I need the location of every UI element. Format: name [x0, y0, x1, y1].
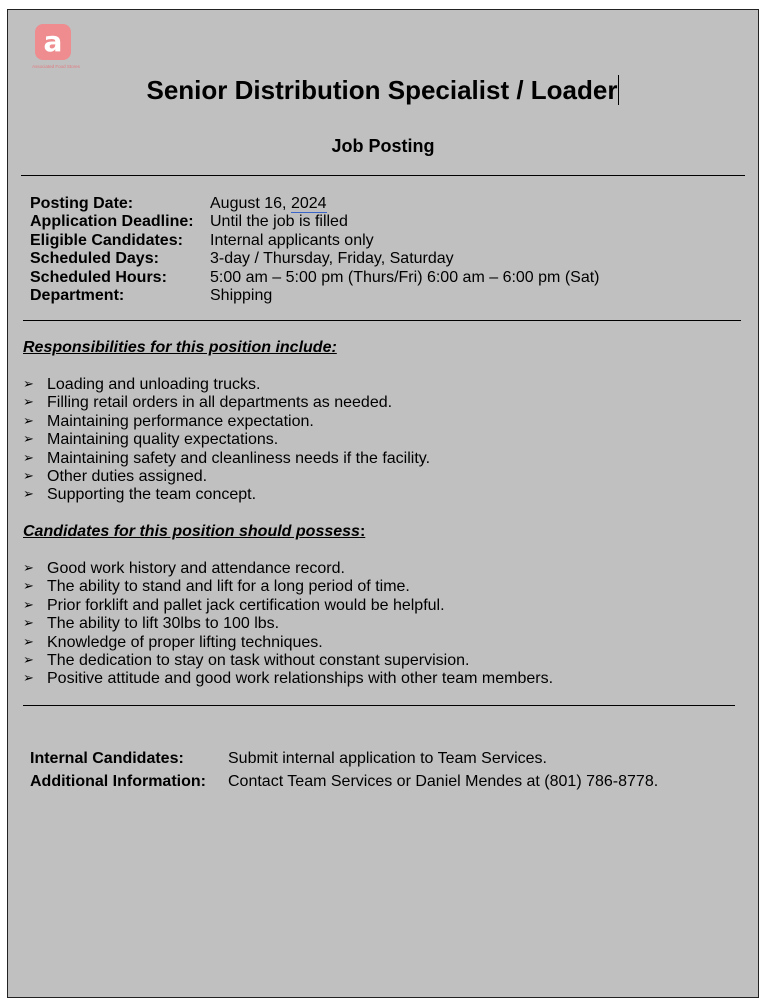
- list-item: [23, 615, 553, 633]
- arrow-bullet-icon: ➢: [23, 468, 34, 484]
- info-label: Eligible Candidates:: [30, 231, 183, 249]
- logo-letter: a: [43, 25, 63, 58]
- posting-info: [30, 195, 600, 305]
- list-item: [23, 486, 430, 504]
- page-title: [8, 75, 758, 106]
- arrow-bullet-icon: ➢: [23, 487, 34, 503]
- arrow-bullet-icon: ➢: [23, 597, 34, 613]
- info-row: [30, 250, 600, 268]
- list-item-text: Maintaining performance expectation.: [47, 412, 314, 430]
- info-value: 3-day / Thursday, Friday, Saturday: [210, 250, 454, 268]
- arrow-bullet-icon: ➢: [23, 561, 34, 576]
- logo-badge-icon: [35, 24, 71, 60]
- list-item: [23, 450, 430, 468]
- list-item-text: Loading and unloading trucks.: [47, 376, 261, 393]
- info-row: [30, 213, 600, 231]
- list-item-text: The ability to stand and lift for a long period of time.: [47, 578, 410, 596]
- list-item-text: Prior forklift and pallet jack certification would be helpful.: [47, 596, 445, 614]
- posting-date-year: 2024: [290, 195, 327, 212]
- document-page: [7, 9, 759, 998]
- page-title-text: Senior Distribution Specialist / Loader: [146, 75, 618, 105]
- list-item: [23, 634, 553, 652]
- list-item-text: Maintaining quality expectations.: [47, 431, 279, 449]
- list-item: [23, 578, 553, 596]
- arrow-bullet-icon: ➢: [23, 413, 34, 429]
- list-item-text: Supporting the team concept.: [47, 486, 257, 504]
- info-label: Application Deadline:: [30, 213, 194, 231]
- posting-date-prefix: August 16,: [210, 195, 291, 212]
- contact-value: Contact Team Services or Daniel Mendes at (801) 786-8778.: [228, 773, 659, 790]
- list-item: [23, 560, 553, 578]
- text-cursor: [618, 75, 619, 105]
- arrow-bullet-icon: ➢: [23, 450, 34, 466]
- divider-bottom: [23, 705, 735, 706]
- info-row: [30, 287, 600, 305]
- list-item: [23, 376, 430, 394]
- list-item-text: The dedication to stay on task without constant supervision.: [47, 651, 470, 669]
- divider-top: [21, 175, 745, 176]
- list-item-text: Knowledge of proper lifting techniques.: [47, 633, 323, 651]
- list-item: [23, 652, 553, 670]
- arrow-bullet-icon: ➢: [23, 377, 34, 392]
- list-item: [23, 597, 553, 615]
- contact-info: [30, 747, 658, 793]
- logo-caption: Associated Food Stores: [32, 64, 80, 69]
- contact-row: [30, 747, 658, 770]
- list-item-text: Good work history and attendance record.: [47, 560, 345, 577]
- info-value: 5:00 am – 5:00 pm (Thurs/Fri) 6:00 am – 6:00 pm (Sat): [210, 268, 600, 286]
- info-label: Department:: [30, 286, 125, 304]
- arrow-bullet-icon: ➢: [23, 634, 34, 650]
- info-value: Internal applicants only: [210, 231, 374, 249]
- arrow-bullet-icon: ➢: [23, 671, 34, 687]
- arrow-bullet-icon: ➢: [23, 579, 34, 595]
- info-row-posting-date: [30, 195, 600, 213]
- info-value: Shipping: [210, 286, 273, 304]
- info-value: Until the job is filled: [210, 213, 348, 231]
- responsibilities-heading: Responsibilities for this position include:: [23, 339, 337, 356]
- list-item: [23, 394, 430, 412]
- qualifications-heading-text: Candidates for this position should possess: [23, 523, 360, 540]
- info-label: Scheduled Hours:: [30, 268, 167, 286]
- info-row: [30, 269, 600, 287]
- arrow-bullet-icon: ➢: [23, 652, 34, 668]
- responsibilities-list: [23, 376, 430, 505]
- list-item: [23, 468, 430, 486]
- arrow-bullet-icon: ➢: [23, 616, 34, 632]
- qualifications-heading: [23, 523, 365, 541]
- page-subtitle: Job Posting: [331, 136, 435, 156]
- contact-value: Submit internal application to Team Services.: [228, 750, 547, 767]
- list-item-text: Maintaining safety and cleanliness needs if the facility.: [47, 449, 431, 467]
- list-item: [23, 413, 430, 431]
- list-item: [23, 431, 430, 449]
- company-logo: [23, 24, 89, 69]
- info-value: [210, 195, 327, 213]
- list-item-text: Positive attitude and good work relationships with other team members.: [47, 670, 554, 688]
- contact-label: Internal Candidates:: [30, 750, 184, 767]
- qualifications-heading-colon: :: [359, 523, 366, 540]
- list-item-text: The ability to lift 30lbs to 100 lbs.: [47, 615, 280, 633]
- list-item: [23, 670, 553, 688]
- arrow-bullet-icon: ➢: [23, 395, 34, 411]
- arrow-bullet-icon: ➢: [23, 432, 34, 448]
- info-row: [30, 232, 600, 250]
- list-item-text: Other duties assigned.: [47, 467, 208, 485]
- info-label: Posting Date:: [30, 195, 134, 212]
- list-item-text: Filling retail orders in all departments as needed.: [47, 394, 393, 412]
- contact-row: [30, 770, 658, 793]
- contact-label: Additional Information:: [30, 773, 206, 790]
- info-label: Scheduled Days:: [30, 250, 159, 268]
- divider-info: [23, 320, 741, 321]
- qualifications-list: [23, 560, 553, 689]
